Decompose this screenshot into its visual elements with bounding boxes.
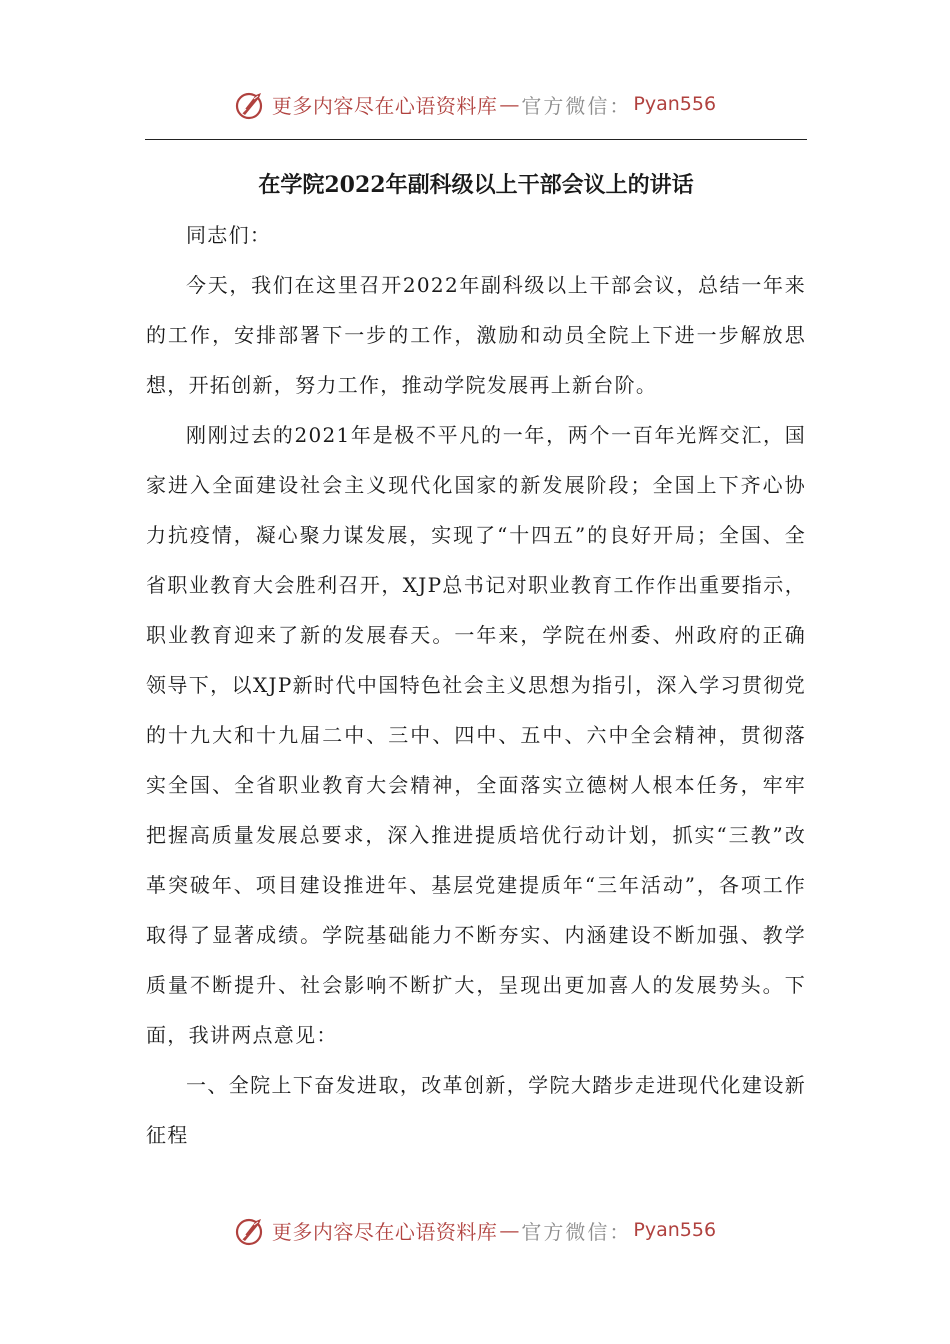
document-title: 在学院2022年副科级以上干部会议上的讲话 [258,172,694,198]
footer-watermark [0,1210,950,1250]
salutation: 同志们： [186,223,272,247]
watermark-separator: — [499,92,520,116]
watermark-brand: 更多内容尽在心语资料库 [271,93,498,118]
header-divider [145,139,807,140]
header-watermark [0,84,950,124]
watermark-label: 官方微信： [521,93,632,118]
paragraph-review: 刚刚过去的2021年是极不平凡的一年，两个一百年光辉交汇，国家进入全面建设社会主义现代化国家的新发展阶段；全国上下齐心协力抗疫情，凝心聚力谋发展，实现了“十四五”的良好开局；全国、全省职业教育大会胜利召开，XJP总书记对职业教育工作作出重要指示，职业教育迎来了新的发展春天。一年来，学院在州委、州政府的正确领导下，以XJP新时代中国特色社会主义思想为指引，深入学习贯彻党的十九大和十九届二中、三中、四中、五中、六中全会精神，贯彻落实全国、全省职业教育大会精神，全面落实立德树人根本任务，牢牢把握高质量发展总要求，深入推进提质培优行动计划，抓实“三教”改革突破年、项目建设推进年、基层党建提质年“三年活动”，各项工作取得了显著成绩。学院基础能力不断夯实、内涵建设不断加强、教学质量不断提升、社会影响不断扩大，呈现出更加喜人的发展势头。下面，我讲两点意见： [146,423,806,1047]
watermark-separator: — [499,1218,520,1242]
section-heading-1: 一、全院上下奋发进取，改革创新，学院大踏步走进现代化建设新征程 [146,1073,806,1147]
watermark-brand: 更多内容尽在心语资料库 [271,1219,498,1244]
paragraph-intro: 今天，我们在这里召开2022年副科级以上干部会议，总结一年来的工作，安排部署下一步的工作，激励和动员全院上下进一步解放思想，开拓创新，努力工作，推动学院发展再上新台阶。 [146,273,806,397]
watermark-label: 官方微信： [521,1219,632,1244]
watermark-wechat-id: Pyan556 [633,1219,717,1241]
watermark-wechat-id: Pyan556 [633,93,717,115]
document-body [146,160,806,1160]
pen-nib-circle-icon [234,1213,268,1247]
pen-nib-circle-icon [234,87,268,121]
